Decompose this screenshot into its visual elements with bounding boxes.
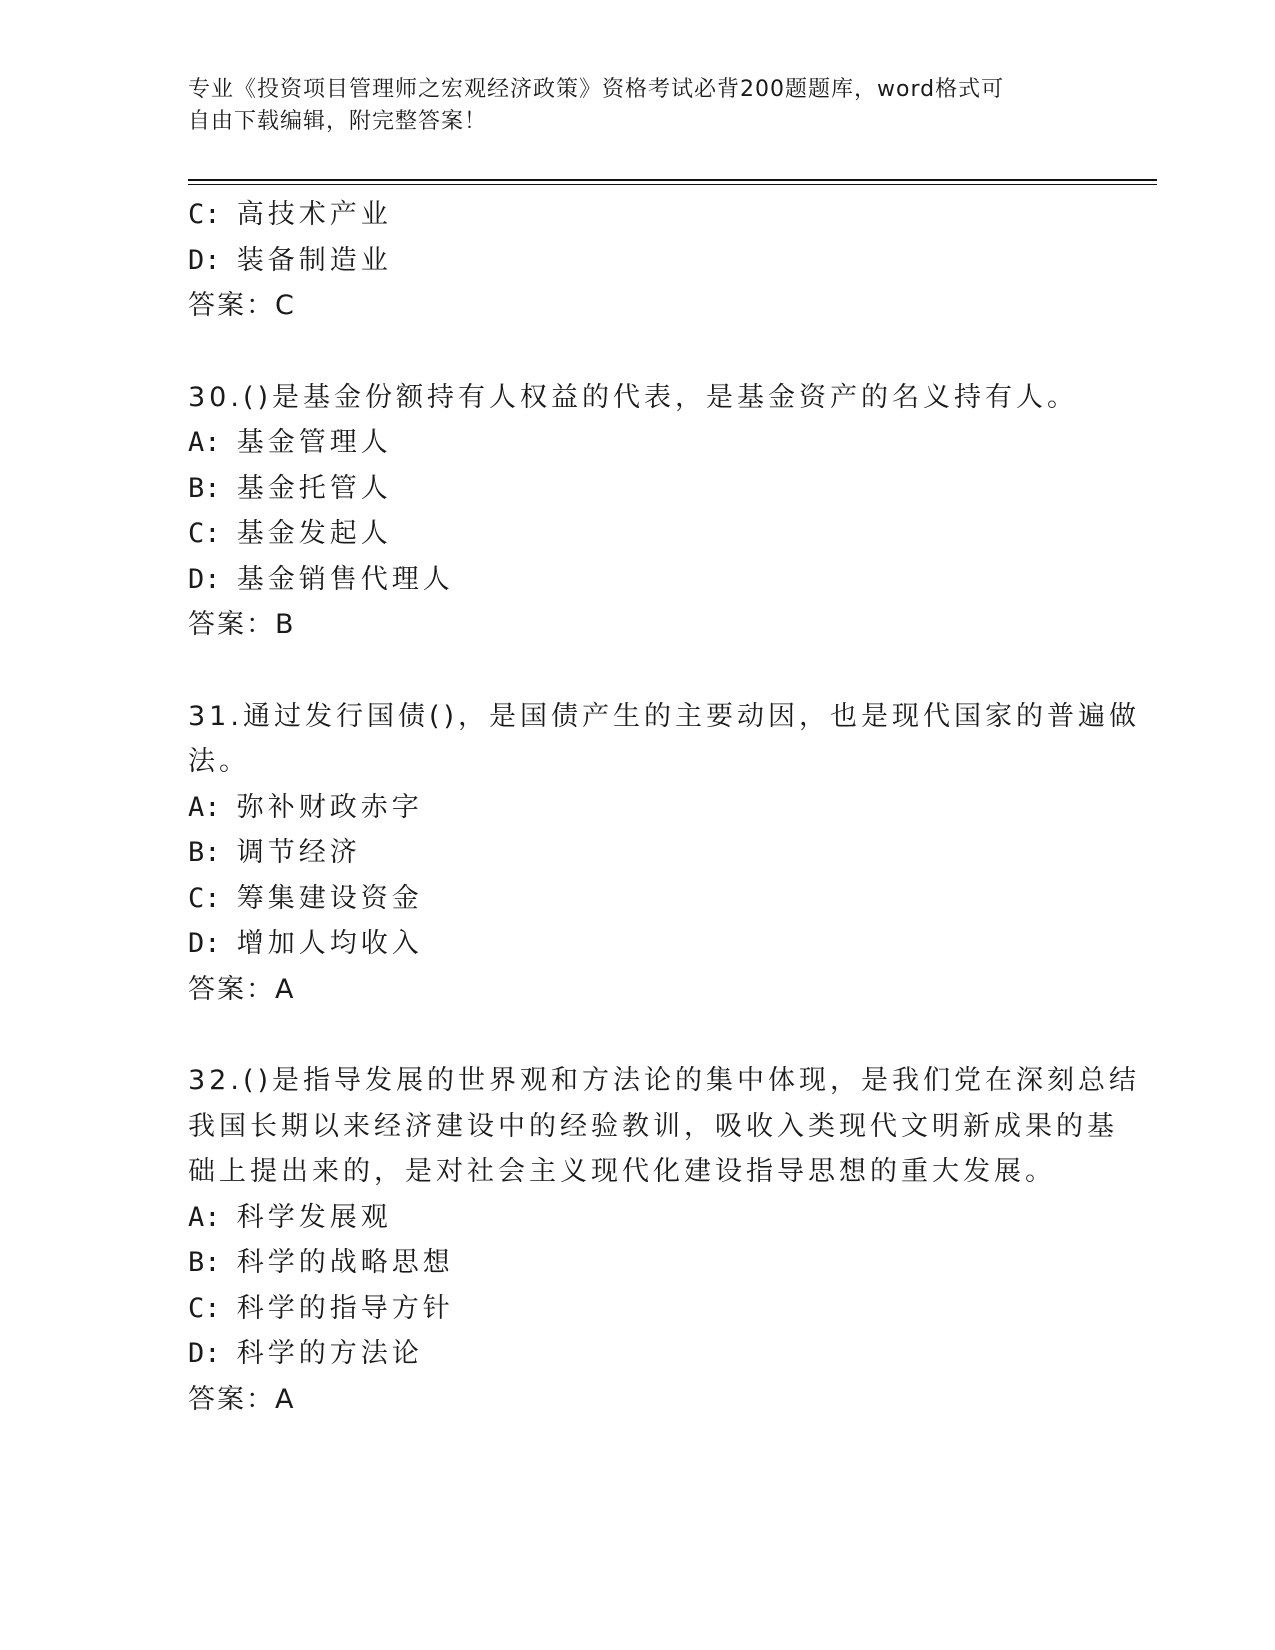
- header-divider-thick: [188, 179, 1157, 181]
- option-label: A:: [188, 1201, 221, 1233]
- previous-question-tail: [188, 192, 1088, 329]
- question-stem: [188, 1058, 1141, 1104]
- answer-value: B: [275, 609, 298, 640]
- answer-label: 答案：: [188, 290, 275, 321]
- answer-label: 答案：: [188, 973, 275, 1005]
- question-list: [188, 192, 1141, 1422]
- answer-line: [188, 1377, 1088, 1423]
- question-stem-line: ()是指导发展的世界观和方法论的集中体现，是我们党在深刻总结: [242, 1065, 1141, 1096]
- spacer: [188, 1012, 1088, 1058]
- option-label: B:: [188, 1247, 221, 1278]
- answer-line: [188, 602, 1088, 648]
- option-c: [188, 1286, 1088, 1332]
- document-header: [188, 74, 1068, 138]
- option-text: 筹集建设资金: [236, 882, 423, 914]
- header-line-1: 专业《投资项目管理师之宏观经济政策》资格考试必背200题题库，word格式可: [188, 77, 1005, 102]
- answer-value: C: [275, 290, 298, 321]
- question-stem-line: 通过发行国债()，是国债产生的主要动因，也是现代国家的普遍做: [242, 700, 1141, 732]
- option-text: 调节经济: [236, 837, 361, 868]
- spacer: [188, 648, 1088, 694]
- spacer: [188, 329, 1088, 375]
- option-text: 基金托管人: [236, 472, 392, 504]
- option-a: [188, 1195, 1088, 1241]
- option-text: 科学发展观: [236, 1201, 392, 1233]
- option-d: [188, 238, 1088, 284]
- option-text: 增加人均收入: [236, 928, 423, 959]
- option-text: 基金发起人: [236, 518, 392, 549]
- option-label: C:: [188, 1292, 221, 1324]
- option-label: A:: [188, 427, 221, 458]
- answer-label: 答案：: [188, 1383, 275, 1415]
- option-b: [188, 466, 1088, 512]
- option-label: C:: [188, 518, 221, 549]
- question-30: [188, 375, 1088, 648]
- option-d: [188, 1331, 1088, 1377]
- option-text: 基金销售代理人: [236, 563, 454, 595]
- option-c: [188, 511, 1088, 557]
- option-label: D:: [188, 1338, 221, 1369]
- header-divider-thin: [188, 184, 1157, 185]
- question-32: [188, 1058, 1141, 1422]
- option-text: 科学的方法论: [236, 1338, 423, 1369]
- option-c: [188, 876, 1088, 922]
- option-d: [188, 921, 1088, 967]
- option-label: C:: [188, 199, 221, 230]
- option-label: D:: [188, 244, 221, 276]
- option-label: B:: [188, 472, 221, 504]
- answer-label: 答案：: [188, 609, 275, 640]
- option-a: [188, 785, 1088, 831]
- option-b: [188, 1240, 1088, 1286]
- option-text: 基金管理人: [236, 427, 392, 458]
- answer-value: A: [275, 1383, 298, 1415]
- question-stem: [188, 694, 1141, 740]
- option-label: B:: [188, 837, 221, 868]
- question-stem-line: ()是基金份额持有人权益的代表，是基金资产的名义持有人。: [242, 381, 1079, 413]
- option-text: 弥补财政赤字: [236, 791, 423, 823]
- option-label: D:: [188, 928, 221, 959]
- option-b: [188, 830, 1088, 876]
- option-label: A:: [188, 791, 221, 823]
- option-c: [188, 192, 1088, 238]
- answer-line: [188, 283, 1088, 329]
- question-number: 31.: [188, 700, 243, 732]
- question-31: [188, 694, 1141, 1013]
- option-label: C:: [188, 882, 221, 914]
- option-text: 科学的指导方针: [236, 1292, 454, 1324]
- answer-value: A: [275, 973, 298, 1005]
- option-text: 科学的战略思想: [236, 1247, 454, 1278]
- question-stem-continued: 础上提出来的，是对社会主义现代化建设指导思想的重大发展。: [188, 1156, 1056, 1187]
- header-line-2: 自由下载编辑，附完整答案！: [188, 109, 488, 134]
- option-a: [188, 420, 1088, 466]
- question-number: 32.: [188, 1065, 243, 1096]
- option-text: 高技术产业: [236, 199, 392, 230]
- question-number: 30.: [188, 381, 243, 413]
- option-text: 装备制造业: [236, 244, 392, 276]
- option-d: [188, 557, 1088, 603]
- question-stem-continued: 法。: [188, 746, 250, 777]
- question-stem-continued: 我国长期以来经济建设中的经验教训，吸收入类现代文明新成果的基: [188, 1110, 1118, 1142]
- answer-line: [188, 967, 1088, 1013]
- question-stem: [188, 375, 1088, 421]
- option-label: D:: [188, 563, 221, 595]
